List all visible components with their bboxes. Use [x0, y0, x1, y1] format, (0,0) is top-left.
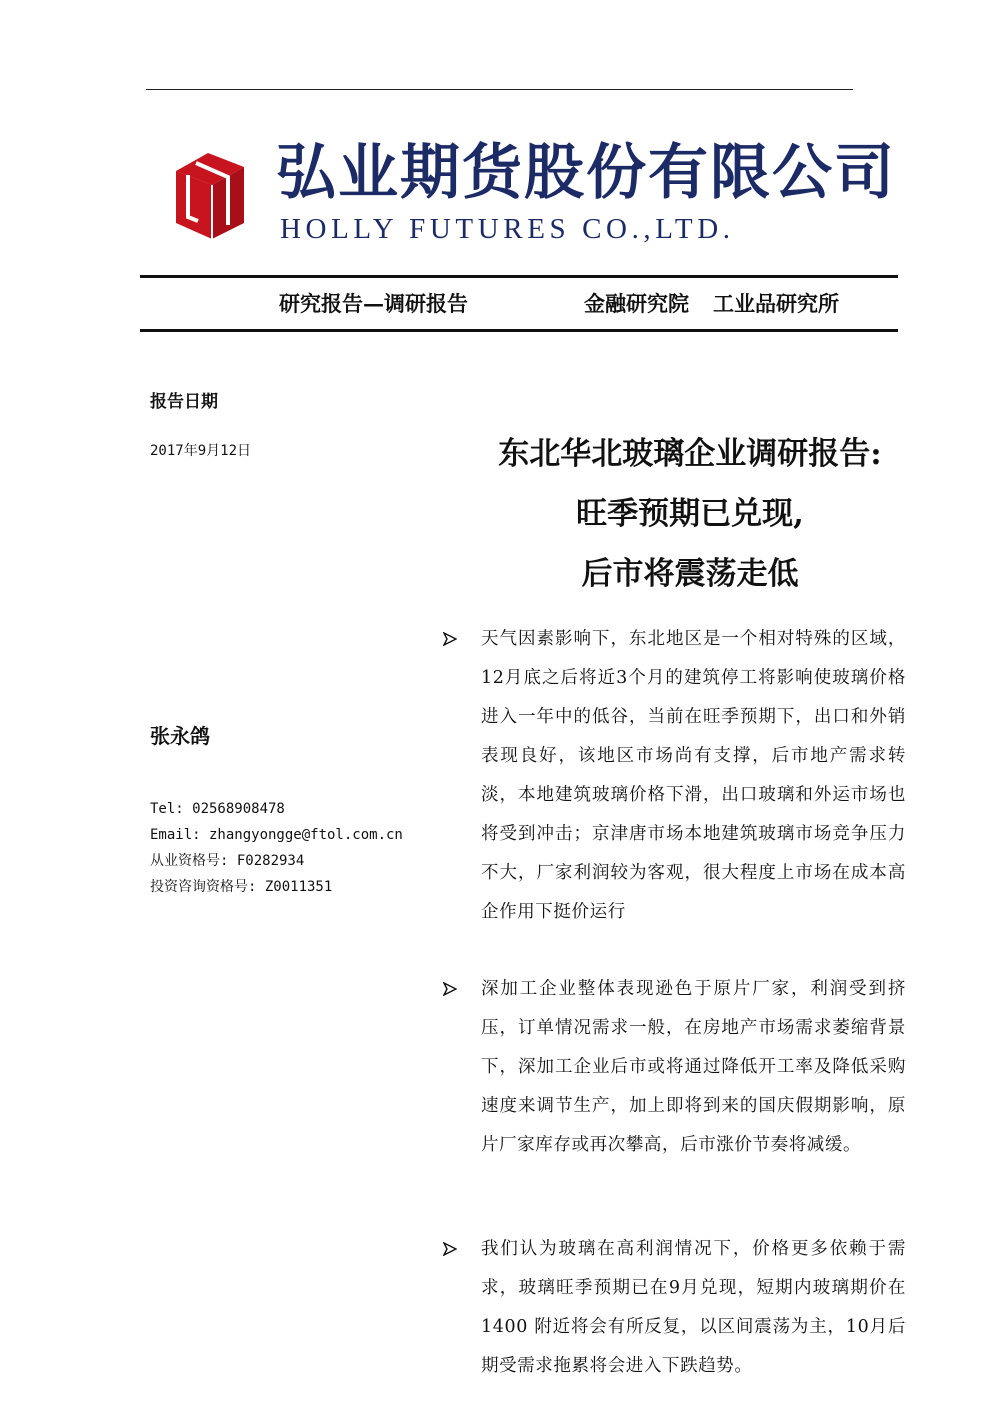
report-date-value: 2017年9月12日	[150, 443, 252, 459]
arrowhead-bullet-icon	[443, 1230, 461, 1268]
institute-finance: 金融研究院	[584, 291, 689, 316]
company-logo	[168, 138, 896, 245]
report-date-label: 报告日期	[150, 392, 218, 412]
institute-industrial: 工业品研究所	[713, 291, 839, 316]
contact-email: Email: zhangyongge@ftol.com.cn	[150, 827, 403, 843]
report-title	[455, 424, 925, 604]
arrowhead-bullet-icon	[443, 620, 461, 658]
bullet-text: 深加工企业整体表现逊色于原片厂家，利润受到挤压，订单情况需求一般，在房地产市场需求萎缩背景下，深加工企业后市或将通过降低开工率及降低采购速度来调节生产，加上即将到来的国庆假期影响，原片厂家库存或再次攀高，后市涨价节奏将减缓。	[481, 979, 906, 1155]
title-line-3: 后市将震荡走低	[581, 556, 799, 592]
arrowhead-bullet-icon	[443, 970, 461, 1008]
contact-tel: Tel: 02568908478	[150, 801, 285, 817]
author-contact	[150, 796, 403, 900]
title-line-1: 东北华北玻璃企业调研报告:	[498, 436, 882, 472]
contact-practice-license: 从业资格号: F0282934	[150, 853, 305, 869]
institutes	[584, 288, 839, 318]
top-rule	[146, 89, 853, 90]
header-band-bottom-rule	[140, 329, 898, 332]
contact-advisory-license: 投资咨询资格号: Z0011351	[150, 879, 333, 895]
cube-logo-icon	[168, 145, 250, 241]
bullet-text: 我们认为玻璃在高利润情况下，价格更多依赖于需求，玻璃旺季预期已在9月兑现，短期内玻璃期价在 1400 附近将会有所反复，以区间震荡为主，10月后期受需求拖累将会进入下跌趋势。	[481, 1239, 906, 1376]
header-band-top-rule	[140, 275, 898, 278]
bullet-text: 天气因素影响下，东北地区是一个相对特殊的区域，12月底之后将近3个月的建筑停工将影响使玻璃价格进入一年中的低谷，当前在旺季预期下，出口和外销表现良好，该地区市场尚有支撑，后市地产需求转淡，本地建筑玻璃价格下滑，出口玻璃和外运市场也将受到冲击；京津唐市场本地建筑玻璃市场竞争压力不大，厂家利润较为客观，很大程度上市场在成本高企作用下挺价运行	[481, 629, 906, 922]
company-name-cn: 弘业期货股份有限公司	[276, 138, 896, 208]
author-name: 张永鸽	[150, 724, 210, 748]
title-line-2: 旺季预期已兑现,	[576, 496, 804, 532]
company-name-en: HOLLY FUTURES CO.,LTD.	[280, 213, 735, 245]
report-type: 研究报告—调研报告	[279, 291, 468, 316]
